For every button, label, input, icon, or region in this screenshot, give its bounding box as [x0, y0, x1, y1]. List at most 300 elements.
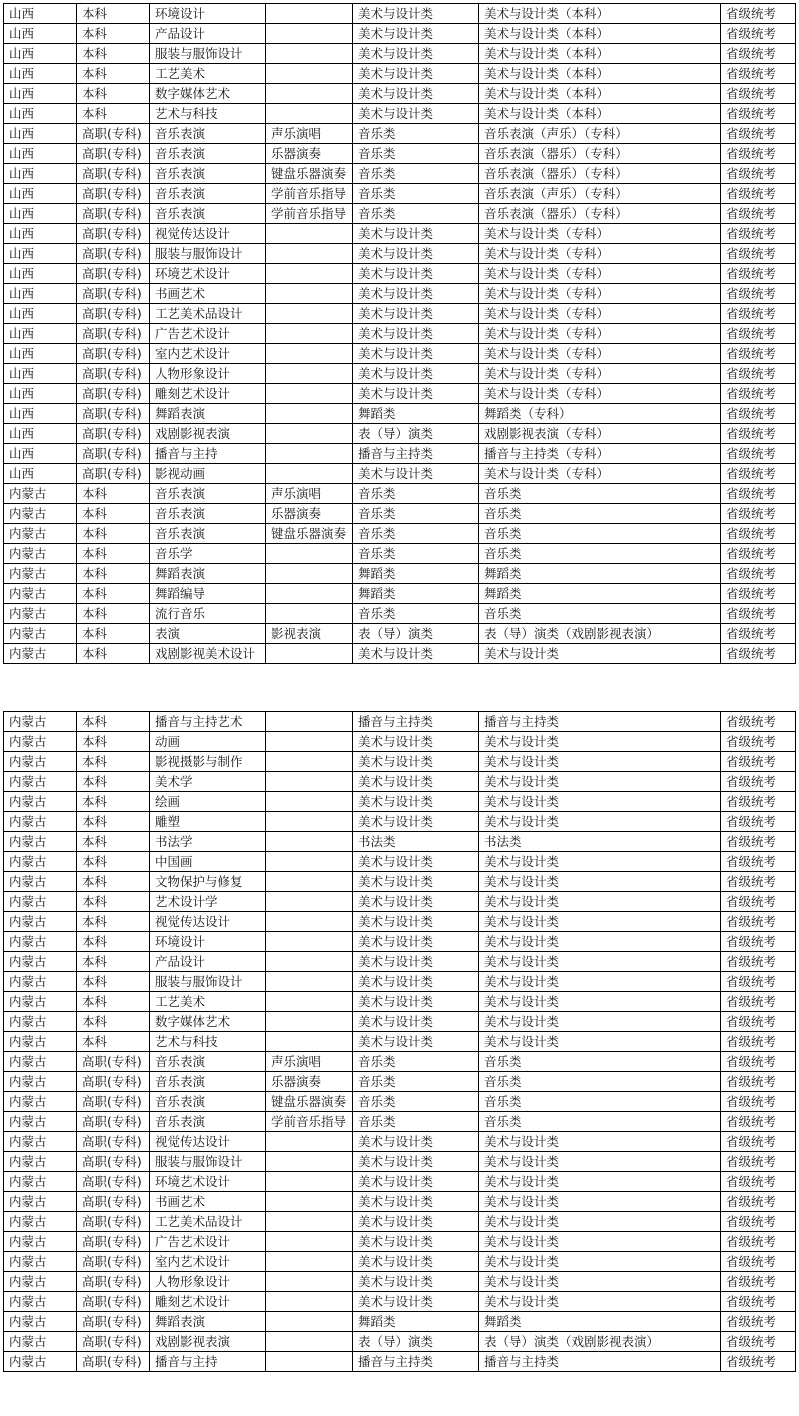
- exam-type-cell: 省级统考: [721, 404, 796, 424]
- province-cell: 内蒙古: [4, 604, 77, 624]
- exam-category-cell: 美术与设计类: [353, 932, 479, 952]
- direction-cell: [266, 224, 353, 244]
- direction-cell: 学前音乐指导: [266, 184, 353, 204]
- exam-type-cell: 省级统考: [721, 564, 796, 584]
- level-cell: 本科: [77, 1012, 150, 1032]
- exam-subcategory-cell: 美术与设计类: [479, 812, 721, 832]
- direction-cell: 键盘乐器演奏: [266, 524, 353, 544]
- exam-subcategory-cell: 美术与设计类: [479, 872, 721, 892]
- exam-category-cell: 音乐类: [353, 144, 479, 164]
- level-cell: 本科: [77, 812, 150, 832]
- exam-type-cell: 省级统考: [721, 752, 796, 772]
- exam-subcategory-cell: 美术与设计类（专科）: [479, 324, 721, 344]
- province-cell: 山西: [4, 324, 77, 344]
- major-cell: 服装与服饰设计: [150, 44, 266, 64]
- exam-subcategory-cell: 美术与设计类（专科）: [479, 384, 721, 404]
- table-row: [4, 224, 796, 244]
- exam-category-cell: 美术与设计类: [353, 952, 479, 972]
- direction-cell: [266, 1312, 353, 1332]
- province-cell: 山西: [4, 224, 77, 244]
- level-cell: 本科: [77, 912, 150, 932]
- table-row: [4, 1252, 796, 1272]
- exam-subcategory-cell: 表（导）演类（戏剧影视表演）: [479, 1332, 721, 1352]
- major-cell: 文物保护与修复: [150, 872, 266, 892]
- exam-type-cell: 省级统考: [721, 4, 796, 24]
- level-cell: 高职(专科): [77, 1152, 150, 1172]
- province-cell: 山西: [4, 264, 77, 284]
- major-cell: 服装与服饰设计: [150, 244, 266, 264]
- exam-subcategory-cell: 播音与主持类: [479, 1352, 721, 1372]
- direction-cell: [266, 344, 353, 364]
- province-cell: 内蒙古: [4, 524, 77, 544]
- province-cell: 内蒙古: [4, 644, 77, 664]
- level-cell: 高职(专科): [77, 1132, 150, 1152]
- exam-subcategory-cell: 美术与设计类: [479, 1012, 721, 1032]
- exam-subcategory-cell: 书法类: [479, 832, 721, 852]
- exam-type-cell: 省级统考: [721, 464, 796, 484]
- table-row: [4, 1092, 796, 1112]
- province-cell: 山西: [4, 284, 77, 304]
- exam-category-cell: 美术与设计类: [353, 992, 479, 1012]
- exam-category-cell: 美术与设计类: [353, 344, 479, 364]
- direction-cell: [266, 832, 353, 852]
- direction-cell: [266, 1352, 353, 1372]
- table-row: [4, 1072, 796, 1092]
- exam-subcategory-cell: 音乐表演（声乐）（专科）: [479, 184, 721, 204]
- level-cell: 本科: [77, 104, 150, 124]
- table-row: [4, 604, 796, 624]
- direction-cell: 声乐演唱: [266, 124, 353, 144]
- exam-category-cell: 美术与设计类: [353, 1292, 479, 1312]
- exam-subcategory-cell: 美术与设计类（本科）: [479, 104, 721, 124]
- major-cell: 书画艺术: [150, 284, 266, 304]
- province-cell: 山西: [4, 364, 77, 384]
- exam-type-cell: 省级统考: [721, 164, 796, 184]
- table-row: [4, 1232, 796, 1252]
- exam-type-cell: 省级统考: [721, 284, 796, 304]
- exam-subcategory-cell: 美术与设计类: [479, 732, 721, 752]
- level-cell: 本科: [77, 792, 150, 812]
- exam-type-cell: 省级统考: [721, 304, 796, 324]
- level-cell: 高职(专科): [77, 1232, 150, 1252]
- province-cell: 内蒙古: [4, 772, 77, 792]
- exam-subcategory-cell: 戏剧影视表演（专科）: [479, 424, 721, 444]
- exam-category-cell: 美术与设计类: [353, 44, 479, 64]
- major-cell: 书法学: [150, 832, 266, 852]
- level-cell: 高职(专科): [77, 244, 150, 264]
- major-cell: 艺术与科技: [150, 104, 266, 124]
- exam-subcategory-cell: 播音与主持类（专科）: [479, 444, 721, 464]
- province-cell: 山西: [4, 424, 77, 444]
- direction-cell: [266, 1212, 353, 1232]
- table-row: [4, 852, 796, 872]
- direction-cell: [266, 24, 353, 44]
- exam-subcategory-cell: 美术与设计类（本科）: [479, 64, 721, 84]
- exam-category-cell: 音乐类: [353, 184, 479, 204]
- exam-category-cell: 音乐类: [353, 1112, 479, 1132]
- table-row: [4, 872, 796, 892]
- exam-category-cell: 音乐类: [353, 164, 479, 184]
- major-cell: 视觉传达设计: [150, 1132, 266, 1152]
- level-cell: 高职(专科): [77, 444, 150, 464]
- exam-subcategory-cell: 美术与设计类（专科）: [479, 304, 721, 324]
- exam-subcategory-cell: 美术与设计类（本科）: [479, 4, 721, 24]
- level-cell: 高职(专科): [77, 424, 150, 444]
- level-cell: 本科: [77, 64, 150, 84]
- exam-type-cell: 省级统考: [721, 1012, 796, 1032]
- direction-cell: [266, 792, 353, 812]
- table-row: [4, 1052, 796, 1072]
- major-cell: 表演: [150, 624, 266, 644]
- major-cell: 产品设计: [150, 952, 266, 972]
- major-cell: 广告艺术设计: [150, 1232, 266, 1252]
- level-cell: 本科: [77, 872, 150, 892]
- level-cell: 高职(专科): [77, 1072, 150, 1092]
- major-cell: 音乐表演: [150, 144, 266, 164]
- level-cell: 高职(专科): [77, 344, 150, 364]
- major-cell: 工艺美术: [150, 992, 266, 1012]
- major-cell: 播音与主持艺术: [150, 712, 266, 732]
- level-cell: 高职(专科): [77, 404, 150, 424]
- exam-category-cell: 美术与设计类: [353, 284, 479, 304]
- major-cell: 环境艺术设计: [150, 264, 266, 284]
- province-cell: 内蒙古: [4, 1072, 77, 1092]
- table-row: [4, 144, 796, 164]
- table-row: [4, 584, 796, 604]
- province-cell: 山西: [4, 64, 77, 84]
- exam-type-cell: 省级统考: [721, 184, 796, 204]
- direction-cell: [266, 244, 353, 264]
- level-cell: 本科: [77, 564, 150, 584]
- table-row: [4, 304, 796, 324]
- table-row: [4, 932, 796, 952]
- exam-subcategory-cell: 音乐表演（器乐）（专科）: [479, 204, 721, 224]
- level-cell: 高职(专科): [77, 144, 150, 164]
- level-cell: 本科: [77, 892, 150, 912]
- exam-type-cell: 省级统考: [721, 952, 796, 972]
- province-cell: 山西: [4, 164, 77, 184]
- province-cell: 山西: [4, 4, 77, 24]
- province-cell: 内蒙古: [4, 712, 77, 732]
- direction-cell: [266, 1192, 353, 1212]
- exam-subcategory-cell: 美术与设计类: [479, 752, 721, 772]
- province-cell: 山西: [4, 384, 77, 404]
- table-row: [4, 1292, 796, 1312]
- major-cell: 舞蹈编导: [150, 584, 266, 604]
- exam-category-cell: 美术与设计类: [353, 872, 479, 892]
- major-cell: 播音与主持: [150, 444, 266, 464]
- province-cell: 内蒙古: [4, 952, 77, 972]
- major-cell: 人物形象设计: [150, 364, 266, 384]
- table-row: [4, 284, 796, 304]
- table-row: [4, 564, 796, 584]
- exam-subcategory-cell: 音乐表演（器乐）（专科）: [479, 164, 721, 184]
- exam-category-cell: 美术与设计类: [353, 384, 479, 404]
- direction-cell: [266, 284, 353, 304]
- province-cell: 内蒙古: [4, 1092, 77, 1112]
- major-cell: 雕塑: [150, 812, 266, 832]
- exam-subcategory-cell: 美术与设计类（专科）: [479, 464, 721, 484]
- table-row: [4, 104, 796, 124]
- table-row: [4, 752, 796, 772]
- exam-category-cell: 音乐类: [353, 484, 479, 504]
- exam-category-cell: 美术与设计类: [353, 752, 479, 772]
- exam-subcategory-cell: 美术与设计类（专科）: [479, 344, 721, 364]
- exam-subcategory-cell: 美术与设计类: [479, 1172, 721, 1192]
- direction-cell: [266, 1012, 353, 1032]
- table-row: [4, 1012, 796, 1032]
- province-cell: 内蒙古: [4, 892, 77, 912]
- province-cell: 内蒙古: [4, 1032, 77, 1052]
- direction-cell: [266, 364, 353, 384]
- exam-subcategory-cell: 美术与设计类（专科）: [479, 364, 721, 384]
- exam-subcategory-cell: 播音与主持类: [479, 712, 721, 732]
- exam-category-cell: 播音与主持类: [353, 712, 479, 732]
- level-cell: 高职(专科): [77, 184, 150, 204]
- province-cell: 山西: [4, 144, 77, 164]
- province-cell: 内蒙古: [4, 1012, 77, 1032]
- direction-cell: 乐器演奏: [266, 504, 353, 524]
- level-cell: 本科: [77, 84, 150, 104]
- exam-subcategory-cell: 美术与设计类: [479, 792, 721, 812]
- table-row: [4, 444, 796, 464]
- level-cell: 本科: [77, 852, 150, 872]
- direction-cell: 声乐演唱: [266, 484, 353, 504]
- exam-category-cell: 播音与主持类: [353, 444, 479, 464]
- level-cell: 高职(专科): [77, 324, 150, 344]
- exam-category-cell: 美术与设计类: [353, 1032, 479, 1052]
- direction-cell: [266, 852, 353, 872]
- exam-category-cell: 表（导）演类: [353, 624, 479, 644]
- major-cell: 环境艺术设计: [150, 1172, 266, 1192]
- direction-cell: [266, 992, 353, 1012]
- table-row: [4, 504, 796, 524]
- exam-category-cell: 美术与设计类: [353, 1212, 479, 1232]
- exam-type-cell: 省级统考: [721, 852, 796, 872]
- province-cell: 内蒙古: [4, 992, 77, 1012]
- table-row: [4, 1312, 796, 1332]
- exam-subcategory-cell: 美术与设计类: [479, 772, 721, 792]
- direction-cell: [266, 932, 353, 952]
- exam-type-cell: 省级统考: [721, 1232, 796, 1252]
- exam-category-cell: 音乐类: [353, 504, 479, 524]
- province-cell: 内蒙古: [4, 1112, 77, 1132]
- exam-subcategory-cell: 音乐类: [479, 524, 721, 544]
- direction-cell: [266, 732, 353, 752]
- direction-cell: [266, 952, 353, 972]
- exam-type-cell: 省级统考: [721, 364, 796, 384]
- direction-cell: [266, 972, 353, 992]
- major-cell: 影视动画: [150, 464, 266, 484]
- level-cell: 本科: [77, 624, 150, 644]
- exam-category-cell: 美术与设计类: [353, 912, 479, 932]
- exam-type-cell: 省级统考: [721, 44, 796, 64]
- major-cell: 艺术与科技: [150, 1032, 266, 1052]
- exam-subcategory-cell: 美术与设计类: [479, 852, 721, 872]
- major-cell: 戏剧影视美术设计: [150, 644, 266, 664]
- exam-type-cell: 省级统考: [721, 1352, 796, 1372]
- level-cell: 本科: [77, 604, 150, 624]
- province-cell: 内蒙古: [4, 832, 77, 852]
- level-cell: 本科: [77, 524, 150, 544]
- level-cell: 本科: [77, 972, 150, 992]
- major-cell: 工艺美术品设计: [150, 1212, 266, 1232]
- table-row: [4, 1032, 796, 1052]
- table-row: [4, 952, 796, 972]
- exam-type-cell: 省级统考: [721, 1212, 796, 1232]
- direction-cell: [266, 1272, 353, 1292]
- table-row: [4, 1152, 796, 1172]
- exam-type-cell: 省级统考: [721, 1252, 796, 1272]
- exam-category-cell: 美术与设计类: [353, 1132, 479, 1152]
- exam-category-cell: 美术与设计类: [353, 812, 479, 832]
- major-cell: 流行音乐: [150, 604, 266, 624]
- exam-subcategory-cell: 音乐类: [479, 504, 721, 524]
- exam-type-cell: 省级统考: [721, 1272, 796, 1292]
- province-cell: 山西: [4, 404, 77, 424]
- level-cell: 高职(专科): [77, 1192, 150, 1212]
- exam-type-cell: 省级统考: [721, 1172, 796, 1192]
- table-row: [4, 644, 796, 664]
- table-row: [4, 164, 796, 184]
- exam-category-cell: 美术与设计类: [353, 104, 479, 124]
- province-cell: 内蒙古: [4, 544, 77, 564]
- major-cell: 环境设计: [150, 4, 266, 24]
- exam-type-cell: 省级统考: [721, 224, 796, 244]
- level-cell: 本科: [77, 44, 150, 64]
- exam-category-cell: 舞蹈类: [353, 564, 479, 584]
- exam-category-cell: 美术与设计类: [353, 324, 479, 344]
- exam-category-cell: 音乐类: [353, 1072, 479, 1092]
- table-row: [4, 404, 796, 424]
- exam-subcategory-cell: 音乐表演（器乐）（专科）: [479, 144, 721, 164]
- level-cell: 高职(专科): [77, 264, 150, 284]
- province-cell: 山西: [4, 44, 77, 64]
- table-row: [4, 124, 796, 144]
- exam-category-cell: 美术与设计类: [353, 852, 479, 872]
- direction-cell: 键盘乐器演奏: [266, 164, 353, 184]
- level-cell: 本科: [77, 712, 150, 732]
- exam-subcategory-cell: 舞蹈类: [479, 564, 721, 584]
- table-row: [4, 4, 796, 24]
- level-cell: 高职(专科): [77, 1092, 150, 1112]
- level-cell: 本科: [77, 644, 150, 664]
- exam-type-cell: 省级统考: [721, 584, 796, 604]
- table-row: [4, 484, 796, 504]
- exam-subcategory-cell: 美术与设计类: [479, 1132, 721, 1152]
- exam-subcategory-cell: 美术与设计类: [479, 892, 721, 912]
- table-row: [4, 1112, 796, 1132]
- major-cell: 数字媒体艺术: [150, 84, 266, 104]
- major-cell: 雕刻艺术设计: [150, 384, 266, 404]
- exam-category-cell: 美术与设计类: [353, 224, 479, 244]
- major-cell: 雕刻艺术设计: [150, 1292, 266, 1312]
- major-cell: 舞蹈表演: [150, 564, 266, 584]
- major-cell: 影视摄影与制作: [150, 752, 266, 772]
- exam-type-cell: 省级统考: [721, 1312, 796, 1332]
- exam-category-cell: 音乐类: [353, 1052, 479, 1072]
- direction-cell: [266, 1172, 353, 1192]
- exam-subcategory-cell: 音乐类: [479, 1112, 721, 1132]
- level-cell: 本科: [77, 504, 150, 524]
- exam-category-cell: 美术与设计类: [353, 464, 479, 484]
- direction-cell: [266, 872, 353, 892]
- table-row: [4, 732, 796, 752]
- table-row: [4, 344, 796, 364]
- exam-category-cell: 美术与设计类: [353, 732, 479, 752]
- province-cell: 内蒙古: [4, 1232, 77, 1252]
- exam-subcategory-cell: 美术与设计类（专科）: [479, 224, 721, 244]
- level-cell: 高职(专科): [77, 204, 150, 224]
- exam-type-cell: 省级统考: [721, 1332, 796, 1352]
- table-row: [4, 1132, 796, 1152]
- table-row: [4, 24, 796, 44]
- province-cell: 山西: [4, 244, 77, 264]
- table-row: [4, 1352, 796, 1372]
- province-cell: 内蒙古: [4, 504, 77, 524]
- province-cell: 内蒙古: [4, 1252, 77, 1272]
- province-cell: 内蒙古: [4, 752, 77, 772]
- exam-subcategory-cell: 美术与设计类（本科）: [479, 84, 721, 104]
- province-cell: 内蒙古: [4, 792, 77, 812]
- table-row: [4, 464, 796, 484]
- table-row: [4, 64, 796, 84]
- exam-subcategory-cell: 音乐类: [479, 1052, 721, 1072]
- level-cell: 高职(专科): [77, 1252, 150, 1272]
- province-cell: 内蒙古: [4, 852, 77, 872]
- major-cell: 美术学: [150, 772, 266, 792]
- major-cell: 书画艺术: [150, 1192, 266, 1212]
- major-cell: 音乐表演: [150, 524, 266, 544]
- exam-subcategory-cell: 舞蹈类（专科）: [479, 404, 721, 424]
- direction-cell: [266, 544, 353, 564]
- level-cell: 本科: [77, 484, 150, 504]
- exam-type-cell: 省级统考: [721, 812, 796, 832]
- exam-type-cell: 省级统考: [721, 992, 796, 1012]
- exam-subcategory-cell: 美术与设计类: [479, 1212, 721, 1232]
- table-row: [4, 244, 796, 264]
- direction-cell: 学前音乐指导: [266, 1112, 353, 1132]
- major-cell: 服装与服饰设计: [150, 1152, 266, 1172]
- table-row: [4, 972, 796, 992]
- direction-cell: 键盘乐器演奏: [266, 1092, 353, 1112]
- major-cell: 环境设计: [150, 932, 266, 952]
- exam-category-cell: 音乐类: [353, 1092, 479, 1112]
- table-row: [4, 624, 796, 644]
- exam-subcategory-cell: 舞蹈类: [479, 584, 721, 604]
- exam-subcategory-cell: 美术与设计类（专科）: [479, 284, 721, 304]
- province-cell: 内蒙古: [4, 1312, 77, 1332]
- level-cell: 本科: [77, 992, 150, 1012]
- direction-cell: [266, 812, 353, 832]
- exam-type-cell: 省级统考: [721, 104, 796, 124]
- direction-cell: [266, 324, 353, 344]
- table-row: [4, 364, 796, 384]
- exam-category-cell: 美术与设计类: [353, 644, 479, 664]
- exam-type-cell: 省级统考: [721, 932, 796, 952]
- level-cell: 高职(专科): [77, 1212, 150, 1232]
- exam-subcategory-cell: 美术与设计类: [479, 1252, 721, 1272]
- table-row: [4, 812, 796, 832]
- province-cell: 内蒙古: [4, 912, 77, 932]
- exam-category-cell: 音乐类: [353, 124, 479, 144]
- exam-category-cell: 美术与设计类: [353, 304, 479, 324]
- exam-type-cell: 省级统考: [721, 484, 796, 504]
- exam-type-cell: 省级统考: [721, 344, 796, 364]
- direction-cell: [266, 1232, 353, 1252]
- exam-category-cell: 美术与设计类: [353, 1232, 479, 1252]
- province-cell: 山西: [4, 444, 77, 464]
